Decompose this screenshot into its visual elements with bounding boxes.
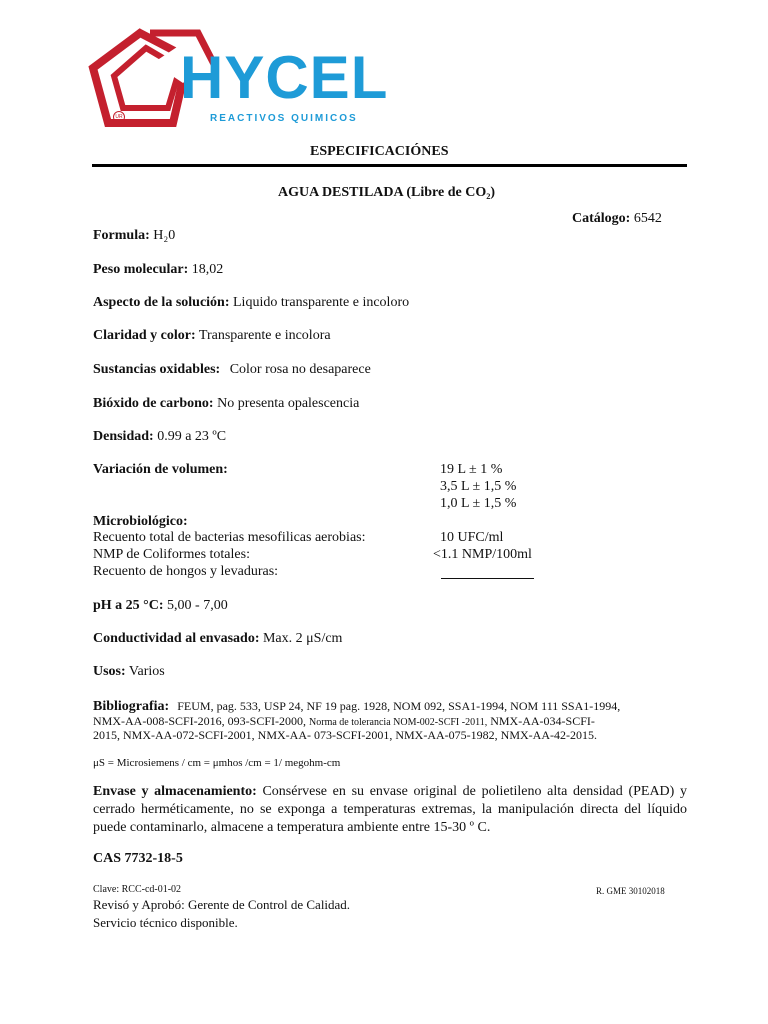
claridad-label: Claridad y color:: [93, 328, 196, 343]
envase-text: Consérvese en su envase original de polietileno alta densidad (PEAD) y cerrado herméticamente, no se exponga a temperaturas extremas, la manipulación directa del líquido puede contaminarlo, almacene a temperatura ambiente entre 15-30 º C.: [93, 784, 688, 835]
catalog-value: 6542: [633, 211, 662, 226]
clave-code: Clave: RCC-cd-01-02: [93, 884, 182, 895]
formula-row: [93, 228, 175, 244]
variacion-value: 3,5 L ± 1,5 %: [440, 479, 517, 494]
bioxido-value: No presenta opalescencia: [217, 396, 360, 411]
bibliografia-line-1: [93, 697, 620, 715]
bibliografia-text: Norma de tolerancia NOM-002-SCFI -2011,: [309, 717, 488, 728]
envase-label: Envase y almacenamiento:: [93, 784, 257, 799]
conductividad-label: Conductividad al envasado:: [93, 631, 260, 646]
aspecto-row: [93, 295, 409, 311]
blank-value-line: [441, 578, 534, 579]
product-name: AGUA DESTILADA (Libre de CO₂): [278, 185, 496, 200]
brand-mark: UR: [113, 111, 125, 123]
envase-paragraph: [93, 783, 687, 837]
formula-value: H₂0: [153, 228, 176, 243]
sustancias-label: Sustancias oxidables:: [93, 362, 221, 377]
bibliografia-label: Bibliografia:: [93, 699, 170, 714]
bibliografia-text: NMX-AA-034-SCFI-: [490, 714, 595, 728]
usos-label: Usos:: [93, 664, 126, 679]
bioxido-row: [93, 396, 359, 412]
bibliografia-text: NMX-AA-008-SCFI-2016, 093-SCFI-2000,: [93, 714, 307, 728]
variacion-value: 1,0 L ± 1,5 %: [440, 496, 517, 511]
brand-tagline: REACTIVOS QUIMICOS: [210, 113, 358, 124]
aspecto-value: Liquido transparente e incoloro: [233, 295, 410, 310]
micro-row-name: Recuento de hongos y levaduras:: [93, 564, 279, 579]
catalog-label: Catálogo:: [572, 211, 631, 226]
ph-label: pH a 25 °C:: [93, 598, 164, 613]
bibliografia-line-2: [93, 714, 595, 729]
revision-code: R. GME 30102018: [596, 886, 665, 896]
peso-value: 18,02: [191, 262, 224, 277]
micro-row-name: Recuento total de bacterias mesofilicas aerobias:: [93, 530, 366, 545]
claridad-value: Transparente e incolora: [198, 328, 331, 343]
micro-row-name: NMP de Coliformes totales:: [93, 547, 250, 562]
bioxido-label: Bióxido de carbono:: [93, 396, 214, 411]
brand-name: HYCEL: [180, 44, 389, 111]
conductividad-row: [93, 631, 342, 647]
bibliografia-text: FEUM, pag. 533, USP 24, NF 19 pag. 1928, NOM 092, SSA1-1994, NOM 111 SSA1-1994,: [177, 699, 621, 713]
title-divider: [92, 164, 687, 167]
ph-row: [93, 598, 228, 614]
sustancias-value: Color rosa no desaparece: [229, 362, 371, 377]
reviso-line: Revisó y Aprobó: Gerente de Control de Calidad.: [93, 897, 351, 912]
micro-label: Microbiológico:: [93, 514, 188, 529]
densidad-label: Densidad:: [93, 429, 154, 444]
page-title: ESPECIFICACIÓNES: [310, 144, 449, 159]
peso-label: Peso molecular:: [93, 262, 189, 277]
formula-label: Formula:: [93, 228, 150, 243]
conductividad-value: Max. 2 μS/cm: [262, 631, 343, 646]
ph-value: 5,00 - 7,00: [167, 598, 228, 613]
variacion-label: Variación de volumen:: [93, 462, 228, 477]
bibliografia-line-3: 2015, NMX-AA-072-SCFI-2001, NMX-AA- 073-SCFI-2001, NMX-AA-075-1982, NMX-AA-42-2015.: [93, 728, 597, 742]
usos-value: Varios: [128, 664, 165, 679]
micro-row-value: <1.1 NMP/100ml: [433, 547, 532, 562]
aspecto-label: Aspecto de la solución:: [93, 295, 230, 310]
servicio-line: Servicio técnico disponible.: [93, 915, 238, 930]
cas-number: CAS 7732-18-5: [93, 851, 183, 866]
peso-row: [93, 262, 223, 278]
micro-row-value: 10 UFC/ml: [440, 530, 504, 545]
variacion-value: 19 L ± 1 %: [440, 462, 503, 477]
catalog-line: [572, 211, 662, 227]
sustancias-row: [93, 362, 371, 378]
usos-row: [93, 664, 165, 680]
densidad-value: 0.99 a 23 ºC: [157, 429, 227, 444]
densidad-row: [93, 429, 226, 445]
unit-note: μS = Microsiemens / cm = μmhos /cm = 1/ megohm-cm: [93, 757, 341, 769]
claridad-row: [93, 328, 331, 344]
